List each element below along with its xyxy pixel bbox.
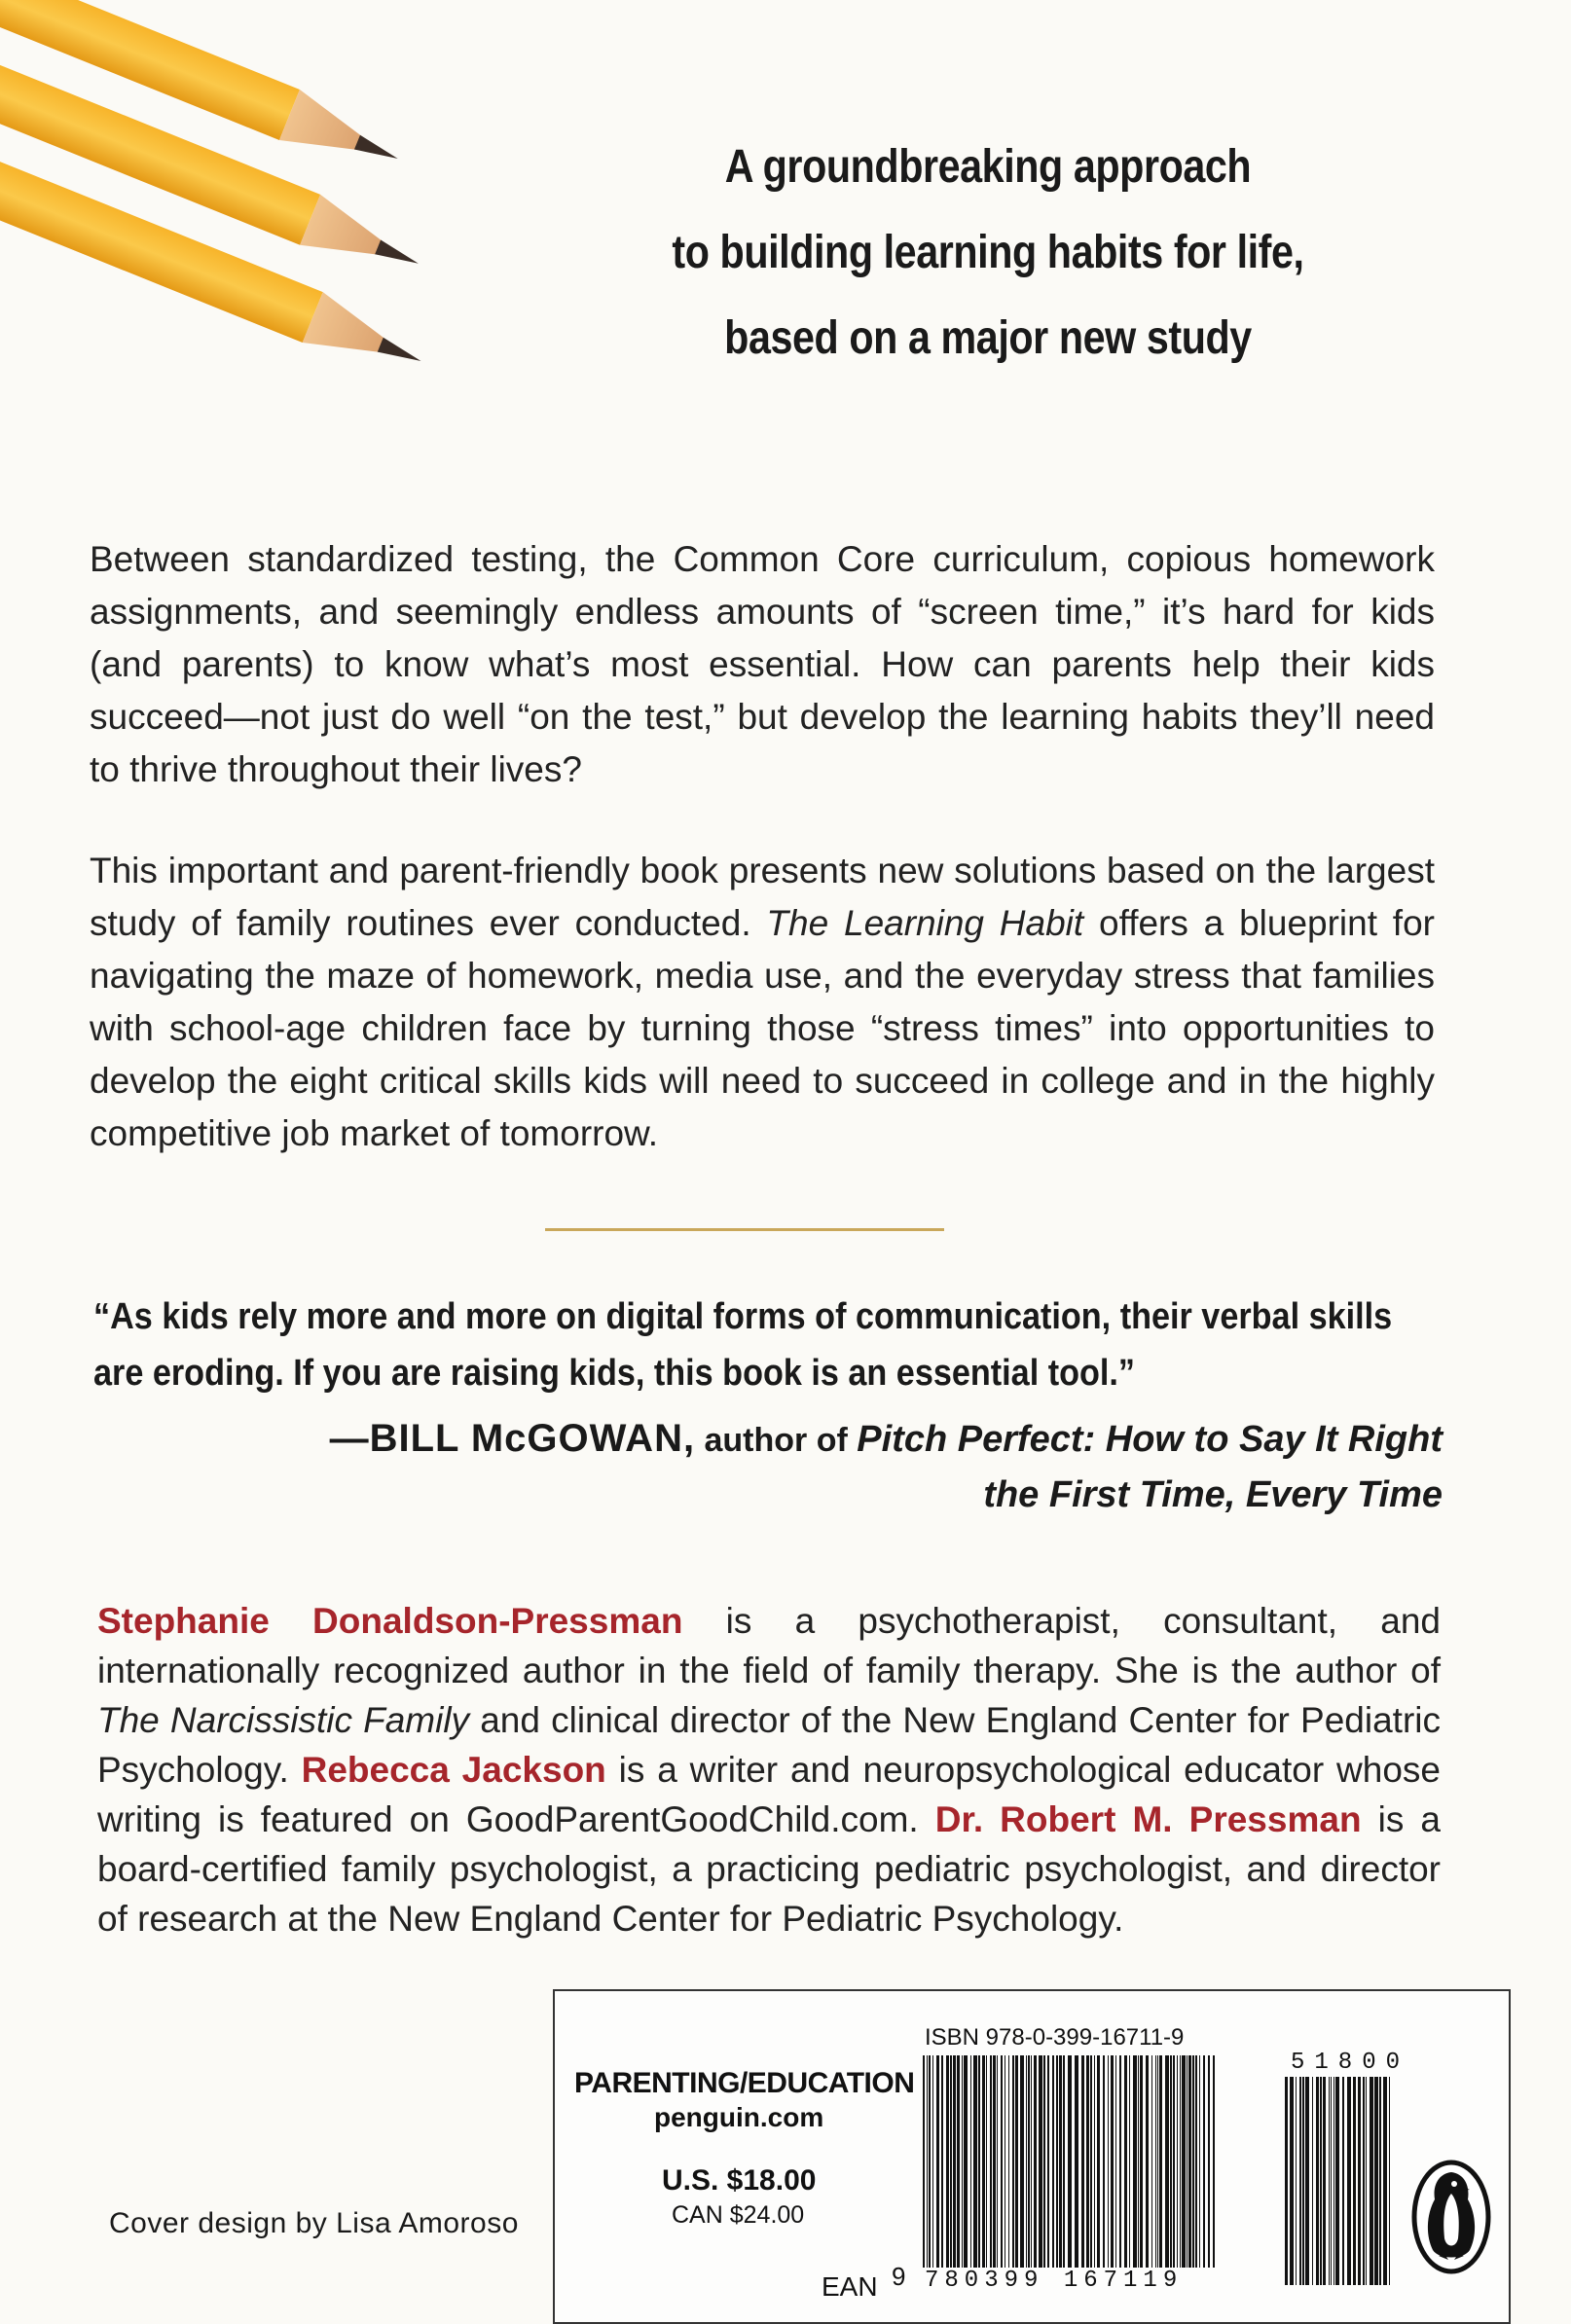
barcode-bar — [923, 2055, 925, 2268]
barcode-bar — [1363, 2077, 1365, 2285]
barcode-bar — [1155, 2055, 1156, 2268]
barcode-bar — [1180, 2055, 1181, 2268]
barcode-box — [553, 1989, 1511, 2324]
barcode-bar — [1012, 2055, 1014, 2268]
barcode-bar — [1034, 2055, 1037, 2268]
ean-lead-digit: 9 — [892, 2262, 906, 2291]
barcode-bar — [1111, 2055, 1114, 2268]
barcode-bar — [1124, 2055, 1127, 2268]
barcode-bar — [953, 2055, 956, 2268]
barcode-bar — [1008, 2055, 1009, 2268]
barcode-bar — [1192, 2055, 1194, 2268]
barcode-addon — [1285, 2077, 1390, 2285]
para2-text: This important and parent-friendly book presents new solutions based on the largest study of family routines ever conducted. — [90, 851, 1435, 943]
barcode-bar — [1188, 2055, 1191, 2268]
author-name: Stephanie Donaldson-Pressman — [97, 1601, 683, 1641]
barcode-bar — [1302, 2077, 1304, 2285]
barcode-bar — [1316, 2077, 1319, 2285]
category-label: PARENTING/EDUCATION — [574, 2067, 915, 2099]
barcode-bar — [1001, 2055, 1003, 2268]
barcode-bar — [1165, 2055, 1169, 2268]
barcode-bar — [932, 2055, 933, 2268]
publisher-site: penguin.com — [654, 2102, 824, 2132]
barcode-bar — [1366, 2077, 1367, 2285]
barcode-bar — [1094, 2055, 1095, 2268]
cover-design-credit: Cover design by Lisa Amoroso — [109, 2207, 519, 2239]
barcode-bar — [1108, 2055, 1109, 2268]
barcode-bar — [957, 2055, 960, 2268]
bio-text: is a psychotherapist, consultant, and internationally recognized author in the field of family therapy. She is the author of — [97, 1601, 1441, 1690]
author-name: Dr. Robert M. Pressman — [934, 1799, 1362, 1839]
barcode-bar — [1063, 2055, 1065, 2268]
barcode-bar — [941, 2055, 943, 2268]
barcode-bar — [1157, 2055, 1158, 2268]
barcode-bar — [1075, 2055, 1078, 2268]
barcode-bar — [1090, 2055, 1092, 2268]
endorser-role: author of — [695, 1422, 858, 1459]
barcode-bar — [1331, 2077, 1332, 2285]
author-bio — [97, 1596, 1441, 1943]
endorser-name: —BILL McGOWAN, — [329, 1417, 696, 1460]
barcode-bar — [1299, 2077, 1301, 2285]
barcode-bar — [927, 2055, 928, 2268]
barcode-bar — [1329, 2077, 1330, 2285]
barcode-bar — [1347, 2077, 1351, 2285]
pencils-illustration — [0, 0, 623, 506]
barcode-bar — [982, 2055, 985, 2268]
barcode-bar — [1097, 2055, 1100, 2268]
barcode-bar — [1015, 2055, 1018, 2268]
barcode-bar — [1173, 2055, 1175, 2268]
barcode-bar — [1177, 2055, 1178, 2268]
headline-line: to building learning habits for life, — [672, 227, 1304, 278]
endorser-book-title-cont: the First Time, Every Time — [983, 1474, 1443, 1515]
endorsement-attribution — [177, 1411, 1443, 1522]
endorser-book-title: Pitch Perfect: How to Say It Right — [857, 1419, 1443, 1460]
barcode-bar — [964, 2055, 968, 2268]
barcode-bar — [1129, 2055, 1130, 2268]
price-us: U.S. $18.00 — [662, 2164, 817, 2197]
section-divider — [545, 1228, 944, 1231]
barcode-bar — [1195, 2055, 1197, 2268]
barcode-bar — [1047, 2055, 1049, 2268]
barcode-bar — [1389, 2077, 1390, 2285]
barcode-bar — [1296, 2077, 1297, 2285]
barcode-bar — [1353, 2077, 1356, 2285]
headline-line: A groundbreaking approach — [724, 141, 1252, 193]
barcode-bar — [962, 2055, 963, 2268]
bio-book-title: The Narcissistic Family — [97, 1700, 470, 1740]
barcode-bar — [990, 2055, 992, 2268]
barcode-bar — [970, 2055, 971, 2268]
barcode-bar — [1285, 2077, 1288, 2285]
barcode-bar — [1358, 2077, 1361, 2285]
barcode-bar — [1052, 2055, 1054, 2268]
barcode-bar — [929, 2055, 931, 2268]
barcode-bar — [1199, 2055, 1200, 2268]
barcode-bar — [950, 2055, 952, 2268]
barcode-bar — [1056, 2055, 1058, 2268]
barcode-bar — [1290, 2077, 1294, 2285]
author-name: Rebecca Jackson — [301, 1750, 606, 1790]
barcode-bar — [1115, 2055, 1116, 2268]
price-can: CAN $24.00 — [672, 2201, 805, 2229]
barcode-bar — [986, 2055, 987, 2268]
barcode-bar — [1039, 2055, 1042, 2268]
para2-text: offers a blueprint for navigating the maze of homework, media use, and the everyday stress that families with school-age children face by turning those “stress times” into opportunities to develop the eight critical skills kids will need to succeed in college and in the highly competitive job market of tomorrow. — [90, 903, 1435, 1153]
barcode-bar — [1182, 2055, 1186, 2268]
barcode-digits: 780399 167119 — [925, 2268, 1184, 2294]
barcode-bar — [1151, 2055, 1152, 2268]
description-paragraph-2 — [90, 845, 1435, 1160]
barcode-bar — [993, 2055, 996, 2268]
barcode-bar — [1305, 2077, 1309, 2285]
barcode-bar — [1320, 2077, 1322, 2285]
barcode-bar — [1086, 2055, 1089, 2268]
barcode-bar — [946, 2055, 949, 2268]
barcode-bar — [1170, 2055, 1172, 2268]
bio-text: is a writer and neuropsychological educator whose writing is featured on GoodParentGoodChild.com. — [97, 1750, 1441, 1839]
barcode-main — [923, 2055, 1215, 2287]
barcode-bar — [1213, 2055, 1215, 2268]
barcode-bar — [1203, 2055, 1205, 2268]
description-paragraph-1: Between standardized testing, the Common Core curriculum, copious homework assignments, and seemingly endless amounts of “screen time,” it’s hard for kids (and parents) to know what’s most essential. How can parents help their kids succeed—not just do well “on the test,” but develop the learning habits they’ll need to thrive throughout their lives? — [90, 539, 1435, 789]
barcode-bar — [1068, 2055, 1072, 2268]
book-title: The Learning Habit — [766, 903, 1084, 943]
barcode-bar — [1146, 2055, 1149, 2268]
barcode-bar — [1031, 2055, 1032, 2268]
barcode-bar — [1103, 2055, 1105, 2268]
barcode-bar — [1026, 2055, 1027, 2268]
ean-label: EAN — [822, 2271, 878, 2302]
barcode-addon-digits: 51800 — [1291, 2050, 1410, 2076]
headline-line: based on a major new study — [724, 312, 1252, 364]
barcode-bar — [1059, 2055, 1062, 2268]
barcode-bar — [1312, 2077, 1313, 2285]
bio-text: and clinical director of the New England Center for Pediatric Psychology. — [97, 1700, 1441, 1790]
barcode-bar — [1159, 2055, 1162, 2268]
barcode-bar — [1383, 2077, 1387, 2285]
barcode-bar — [1208, 2055, 1210, 2268]
isbn-label: ISBN 978-0-399-16711-9 — [925, 2024, 1185, 2051]
barcode-bar — [1140, 2055, 1143, 2268]
barcode-bar — [1119, 2055, 1121, 2268]
barcode-bar — [1374, 2077, 1378, 2285]
barcode-bar — [1379, 2077, 1381, 2285]
endorsement-quote: “As kids rely more and more on digital forms of communication, their verbal skills are eroding. If you are raising kids, this book is an essential tool.” — [93, 1296, 1393, 1394]
barcode-bar — [1138, 2055, 1139, 2268]
barcode-bar — [1335, 2077, 1339, 2285]
barcode-bar — [1133, 2055, 1137, 2268]
barcode-bar — [936, 2055, 939, 2268]
barcode-bar — [1370, 2077, 1373, 2285]
headline — [640, 125, 1335, 381]
barcode-bar — [1028, 2055, 1030, 2268]
barcode-bar — [1342, 2077, 1344, 2285]
barcode-bar — [978, 2055, 980, 2268]
penguin-logo-icon — [1409, 2159, 1493, 2275]
barcode-bar — [1323, 2077, 1326, 2285]
barcode-bar — [973, 2055, 977, 2268]
barcode-bar — [1020, 2055, 1024, 2268]
barcode-bar — [997, 2055, 998, 2268]
bio-text: is a board-certified family psychologist, a practicing pediatric psychologist, and director of research at the New England Center for Pediatric Psychology. — [97, 1799, 1441, 1939]
barcode-bar — [1081, 2055, 1084, 2268]
barcode-bar — [1043, 2055, 1045, 2268]
